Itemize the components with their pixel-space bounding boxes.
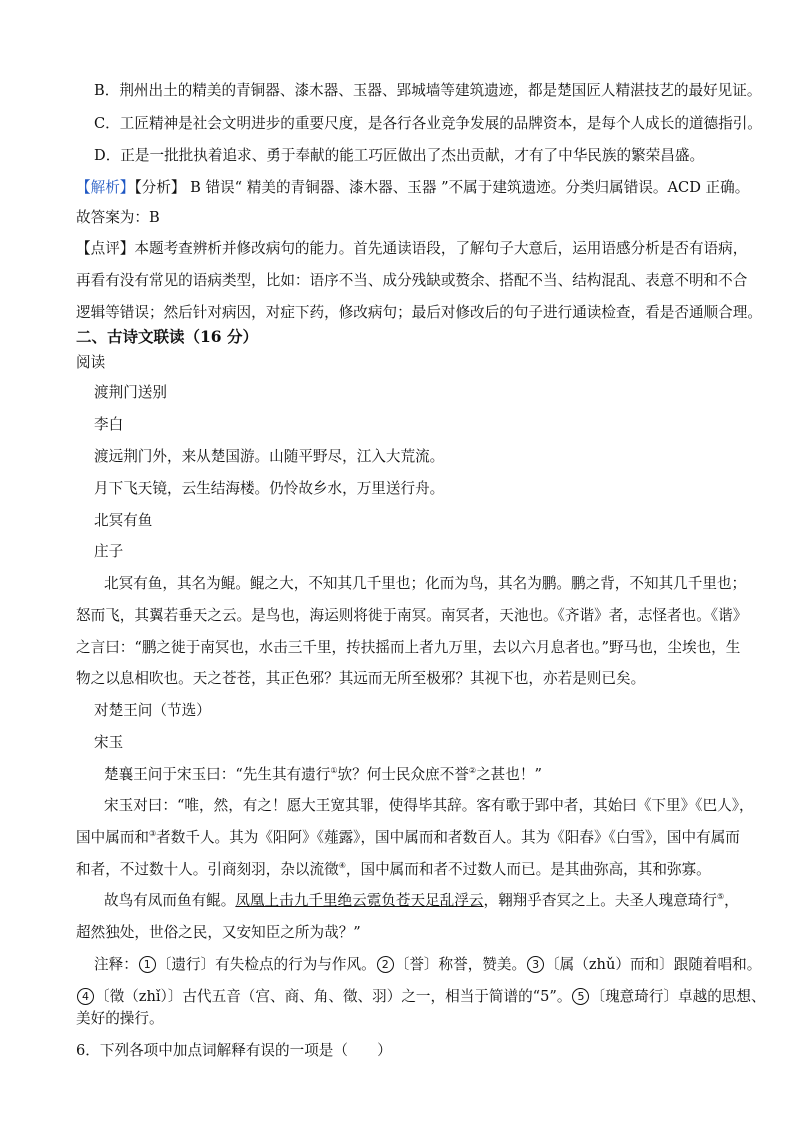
zhuangzi-para-line-1: 北冥有鱼，其名为鲲。鲲之大，不知其几千里也；化而为鸟，其名为鹏。鹏之背，不知其几千里也； bbox=[104, 575, 747, 592]
underlined-sentence: 凤凰上击九千里绝云霓负苍天足乱浮云 bbox=[235, 892, 484, 909]
note-number-2: 2 bbox=[377, 956, 394, 973]
question-6: 6．下列各项中加点词解释有误的一项是（ ） bbox=[76, 1042, 392, 1059]
note-number-5: 5 bbox=[572, 988, 589, 1005]
option-c: C．工匠精神是社会文明进步的重要尺度，是各行各业竞争发展的品牌资本，是每个人成长的道德指引。 bbox=[94, 115, 762, 132]
notes-line-3: 美好的操行。 bbox=[76, 1010, 164, 1027]
comment-line-3: 逻辑等错误；然后针对病因，对症下药，修改病句；最后对修改后的句子进行通读检查，看是否通顺合理。 bbox=[76, 304, 762, 321]
answer-line: 故答案为：B bbox=[76, 209, 160, 226]
footnote-mark-5: ⑤ bbox=[716, 892, 725, 902]
songyu-author: 宋玉 bbox=[94, 734, 124, 751]
note-number-1: 1 bbox=[139, 956, 156, 973]
zhuangzi-title: 北冥有鱼 bbox=[94, 512, 153, 529]
notes-line-2: 4 〔徵（zhǐ）〕古代五音（宫、商、角、徵、羽）之一，相当于简谱的“5”。 5 〔瑰意琦行〕卓越的思想、 bbox=[76, 986, 766, 1008]
zhuangzi-para-line-4: 物之以息相吹也。天之苍苍，其正色邪？其远而无所至极邪？其视下也，亦若是则已矣。 bbox=[76, 670, 646, 687]
comment-line-1: 【点评】本题考查辨析并修改病句的能力。首先通读语段，了解句子大意后，运用语感分析是否有语病， bbox=[76, 240, 748, 257]
note-number-4: 4 bbox=[77, 988, 94, 1005]
songyu-title: 对楚王问（节选） bbox=[94, 702, 211, 719]
songyu-para-2-line-2: 国中属而和③者数千人。其为《阳阿》《薤露》，国中属而和者数百人。其为《阳春》《白雪》，国中有属而 bbox=[76, 829, 740, 846]
songyu-para-2-line-3: 和者，不过数十人。引商刻羽，杂以流徵④，国中属而和者不过数人而已。是其曲弥高，其和弥寡。 bbox=[76, 861, 711, 878]
notes-line-1: 注释： 1 〔遗行〕有失检点的行为与作风。 2 〔誉〕称誉，赞美。 3 〔属（zhǔ）而和〕跟随着唱和。 bbox=[94, 956, 762, 973]
songyu-para-3-line-1: 故鸟有凤而鱼有鲲。凤凰上击九千里绝云霓负苍天足乱浮云，翱翔乎杳冥之上。夫圣人瑰意琦行⑤， bbox=[104, 892, 739, 909]
section-heading: 二、古诗文联读（16 分） bbox=[76, 327, 258, 346]
zhuangzi-author: 庄子 bbox=[94, 543, 124, 560]
poem-line-1: 渡远荆门外，来从楚国游。山随平野尽，江入大荒流。 bbox=[94, 448, 445, 465]
songyu-para-1: 楚襄王问于宋玉曰：“先生其有遗行①欤？何士民众庶不誉②之甚也！” bbox=[104, 766, 542, 783]
analysis-text: 【分析】 B 错误“ 精美的青铜器、漆木器、玉器 ”不属于建筑遗迹。分类归属错误。ACD 正确。 bbox=[134, 179, 750, 196]
analysis-tag: 【解析】 bbox=[76, 179, 135, 196]
option-b: B．荆州出土的精美的青铜器、漆木器、玉器、郢城墙等建筑遗迹，都是楚国匠人精湛技艺的最好见证。 bbox=[94, 82, 762, 99]
songyu-para-2-line-1: 宋玉对曰：“唯，然，有之！愿大王宽其罪，使得毕其辞。客有歌于郢中者，其始曰《下里》《巴人》， bbox=[104, 797, 754, 814]
poem-line-2: 月下飞天镜，云生结海楼。仍怜故乡水，万里送行舟。 bbox=[94, 480, 445, 497]
analysis-line bbox=[76, 177, 749, 199]
footnote-mark-1: ① bbox=[330, 766, 338, 776]
poem-title: 渡荆门送别 bbox=[94, 384, 167, 401]
footnote-mark-2: ② bbox=[468, 766, 477, 776]
zhuangzi-para-line-3: 之言曰：“鹏之徙于南冥也，水击三千里，抟扶摇而上者九万里，去以六月息者也。”野马也，尘埃也，生 bbox=[76, 639, 741, 656]
songyu-para-3-line-2: 超然独处，世俗之民，又安知臣之所为哉？” bbox=[76, 924, 361, 941]
note-number-3: 3 bbox=[527, 956, 544, 973]
zhuangzi-para-line-2: 怒而飞，其翼若垂天之云。是鸟也，海运则将徙于南冥。南冥者，天池也。《齐谐》者，志怪者也。《谐》 bbox=[76, 607, 748, 624]
poem-author: 李白 bbox=[94, 416, 124, 433]
footnote-mark-3: ③ bbox=[148, 829, 157, 839]
footnote-mark-4: ④ bbox=[338, 861, 346, 871]
comment-line-2: 再看有没有常见的语病类型，比如：语序不当、成分残缺或赘余、搭配不当、结构混乱、表意不明和不合 bbox=[76, 272, 748, 289]
option-d: D．正是一批批执着追求、勇于奉献的能工巧匠做出了杰出贡献，才有了中华民族的繁荣昌盛。 bbox=[94, 147, 705, 164]
read-label: 阅读 bbox=[76, 354, 106, 371]
